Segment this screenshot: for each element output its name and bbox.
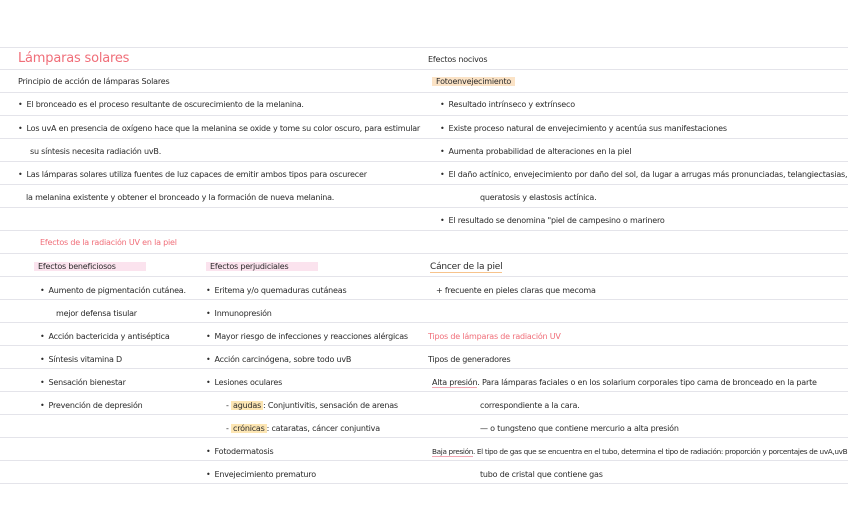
- baja-presion-text: . El tipo de gas que se encuentra en el tubo, determina el tipo de radiación: proporción y porcentajes de uvA,uvB: [472, 447, 848, 456]
- foto-item: • Existe proceso natural de envejecimiento y acentúa sus manifestaciones: [440, 124, 727, 134]
- harmful-item: • Mayor riesgo de infecciones y reacciones alérgicas: [206, 332, 408, 342]
- harmful-heading: Efectos perjudiciales: [206, 262, 318, 272]
- ruled-line: [0, 184, 848, 185]
- ruled-line: [0, 253, 848, 254]
- ocular-acute: - agudas : Conjuntivitis, sensación de arenas: [226, 401, 398, 410]
- foto-item: • Aumenta probabilidad de alteraciones en la piel: [440, 147, 631, 157]
- foto-item: • El daño actínico, envejecimiento por daño del sol, da lugar a arrugas más pronunciadas, telangiectasias,: [440, 170, 847, 180]
- harmful-item: • Eritema y/o quemaduras cutáneas: [206, 286, 346, 296]
- ocular-chronic: - crónicas : cataratas, cáncer conjuntiva: [226, 424, 380, 433]
- cancer-item: + frecuente en pieles claras que mecoma: [436, 286, 596, 295]
- ruled-line: [0, 47, 848, 48]
- baja-presion-line2: tubo de cristal que contiene gas: [480, 470, 603, 479]
- beneficial-heading: Efectos beneficiosos: [34, 262, 146, 272]
- principle-item: • Las lámparas solares utiliza fuentes de luz capaces de emitir ambos tipos para oscurecer: [18, 170, 367, 180]
- beneficial-item: • Prevención de depresión: [40, 401, 143, 411]
- ruled-line: [0, 276, 848, 277]
- ruled-line: [0, 92, 848, 93]
- beneficial-item: • Sensación bienestar: [40, 378, 126, 388]
- alta-presion-line: [432, 378, 817, 388]
- ruled-line: [0, 322, 848, 323]
- foto-item: • Resultado intrínseco y extrínseco: [440, 100, 575, 110]
- alta-presion-line2: correspondiente a la cara.: [480, 401, 580, 410]
- ruled-line: [0, 299, 848, 300]
- alta-presion-text: . Para lámparas faciales o en los solarium corporales tipo cama de bronceado en la parte: [477, 378, 817, 387]
- foto-item-continued: queratosis y elastosis actínica.: [480, 193, 597, 202]
- ruled-line: [0, 460, 848, 461]
- beneficial-item-continued: mejor defensa tisular: [56, 309, 137, 318]
- ruled-line: [0, 391, 848, 392]
- principle-item-continued: la melanina existente y obtener el bronceado y la formación de nueva melanina.: [26, 193, 335, 202]
- ruled-line: [0, 207, 848, 208]
- baja-presion-line: [432, 447, 847, 457]
- ruled-line: [0, 345, 848, 346]
- agudas-label: agudas: [233, 401, 262, 410]
- cancer-heading: Cáncer de la piel: [430, 262, 503, 272]
- ruled-line: [0, 138, 848, 139]
- principle-item-continued: su síntesis necesita radiación uvB.: [30, 147, 162, 156]
- generadores-heading: Tipos de generadores: [428, 355, 511, 364]
- harmful-item: • Lesiones oculares: [206, 378, 282, 388]
- ruled-line: [0, 69, 848, 70]
- harmful-item: • Inmunopresión: [206, 309, 272, 319]
- principle-item: • El bronceado es el proceso resultante de oscurecimiento de la melanina.: [18, 100, 304, 110]
- ruled-line: [0, 437, 848, 438]
- beneficial-item: • Aumento de pigmentación cutánea.: [40, 286, 186, 296]
- ruled-line: [0, 230, 848, 231]
- alta-presion-line3: — o tungsteno que contiene mercurio a alta presión: [480, 424, 679, 433]
- alta-presion-label: Alta presión: [432, 378, 478, 387]
- beneficial-item: • Síntesis vitamina D: [40, 355, 122, 365]
- page-title: Lámparas solares: [18, 51, 130, 66]
- principle-item: • Los uvA en presencia de oxígeno hace que la melanina se oxide y tome su color oscuro, para estimular: [18, 124, 420, 134]
- principle-heading: Principio de acción de lámparas Solares: [18, 77, 170, 86]
- ruled-line: [0, 115, 848, 116]
- baja-presion-label: Baja presión: [432, 447, 473, 456]
- ruled-line: [0, 483, 848, 484]
- ruled-line: [0, 368, 848, 369]
- foto-item: • El resultado se denomina "piel de campesino o marinero: [440, 216, 665, 226]
- cronicas-label: crónicas: [233, 424, 265, 433]
- beneficial-item: • Acción bactericida y antiséptica: [40, 332, 170, 342]
- nocivos-heading: Efectos nocivos: [428, 55, 488, 64]
- tipos-heading: Tipos de lámparas de radiación UV: [428, 332, 561, 341]
- ruled-line: [0, 414, 848, 415]
- harmful-item: • Envejecimiento prematuro: [206, 470, 316, 480]
- cronicas-text: : cataratas, cáncer conjuntiva: [266, 424, 380, 433]
- effects-heading: Efectos de la radiación UV en la piel: [40, 238, 177, 247]
- harmful-item: • Fotodermatosis: [206, 447, 273, 457]
- ruled-line: [0, 161, 848, 162]
- foto-heading: Fotoenvejecimiento: [432, 77, 515, 87]
- agudas-text: : Conjuntivitis, sensación de arenas: [263, 401, 398, 410]
- harmful-item: • Acción carcinógena, sobre todo uvB: [206, 355, 351, 365]
